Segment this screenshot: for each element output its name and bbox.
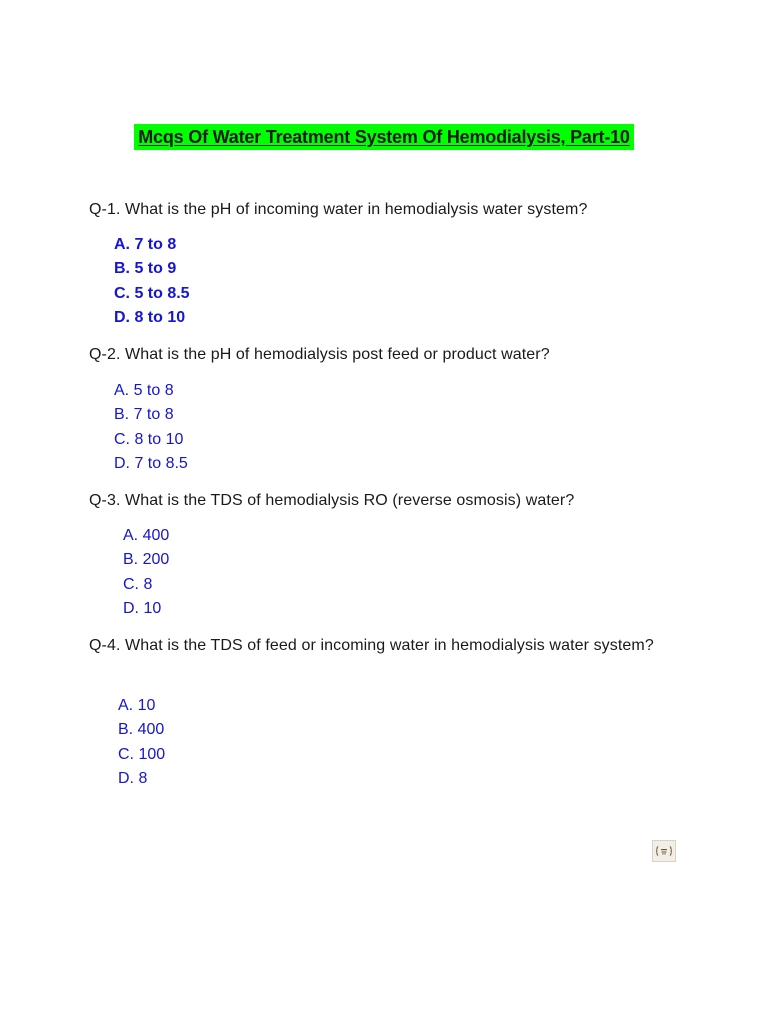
option-3b: B. 200: [123, 551, 170, 569]
options-list-4: [118, 694, 165, 791]
option-4a: A. 10: [118, 697, 156, 714]
options-list-3: [123, 524, 169, 621]
question-3: Q-3. What is the TDS of hemodialysis RO (reverse osmosis) water?: [89, 492, 575, 509]
question-4: Q-4. What is the TDS of feed or incoming water in hemodialysis water system?: [89, 637, 654, 654]
option-2c: C. 8 to 10: [114, 430, 184, 448]
option-1d: D. 8 to 10: [114, 308, 186, 326]
option-1b: B. 5 to 9: [114, 260, 177, 278]
question-2: Q-2. What is the pH of hemodialysis post feed or product water?: [89, 346, 550, 363]
option-3c: C. 8: [123, 575, 153, 593]
option-1c: C. 5 to 8.5: [114, 284, 190, 302]
option-2b: B. 7 to 8: [114, 406, 174, 424]
option-2a: A. 5 to 8: [114, 382, 174, 399]
seal-graphic: [653, 841, 675, 861]
seal-icon: [652, 840, 676, 862]
option-2d: D. 7 to 8.5: [114, 454, 188, 472]
question-1: Q-1. What is the pH of incoming water in hemodialysis water system?: [89, 201, 588, 218]
options-list-2: [114, 379, 188, 476]
option-4b: B. 400: [118, 721, 165, 739]
page-title: Mcqs Of Water Treatment System Of Hemodialysis, Part-10: [134, 124, 634, 150]
option-4d: D. 8: [118, 769, 148, 787]
options-list-1: [114, 233, 190, 330]
option-1a: A. 7 to 8: [114, 236, 177, 253]
option-4c: C. 100: [118, 745, 166, 763]
option-3a: A. 400: [123, 527, 170, 544]
option-3d: D. 10: [123, 599, 162, 617]
title-wrapper: [0, 124, 768, 150]
